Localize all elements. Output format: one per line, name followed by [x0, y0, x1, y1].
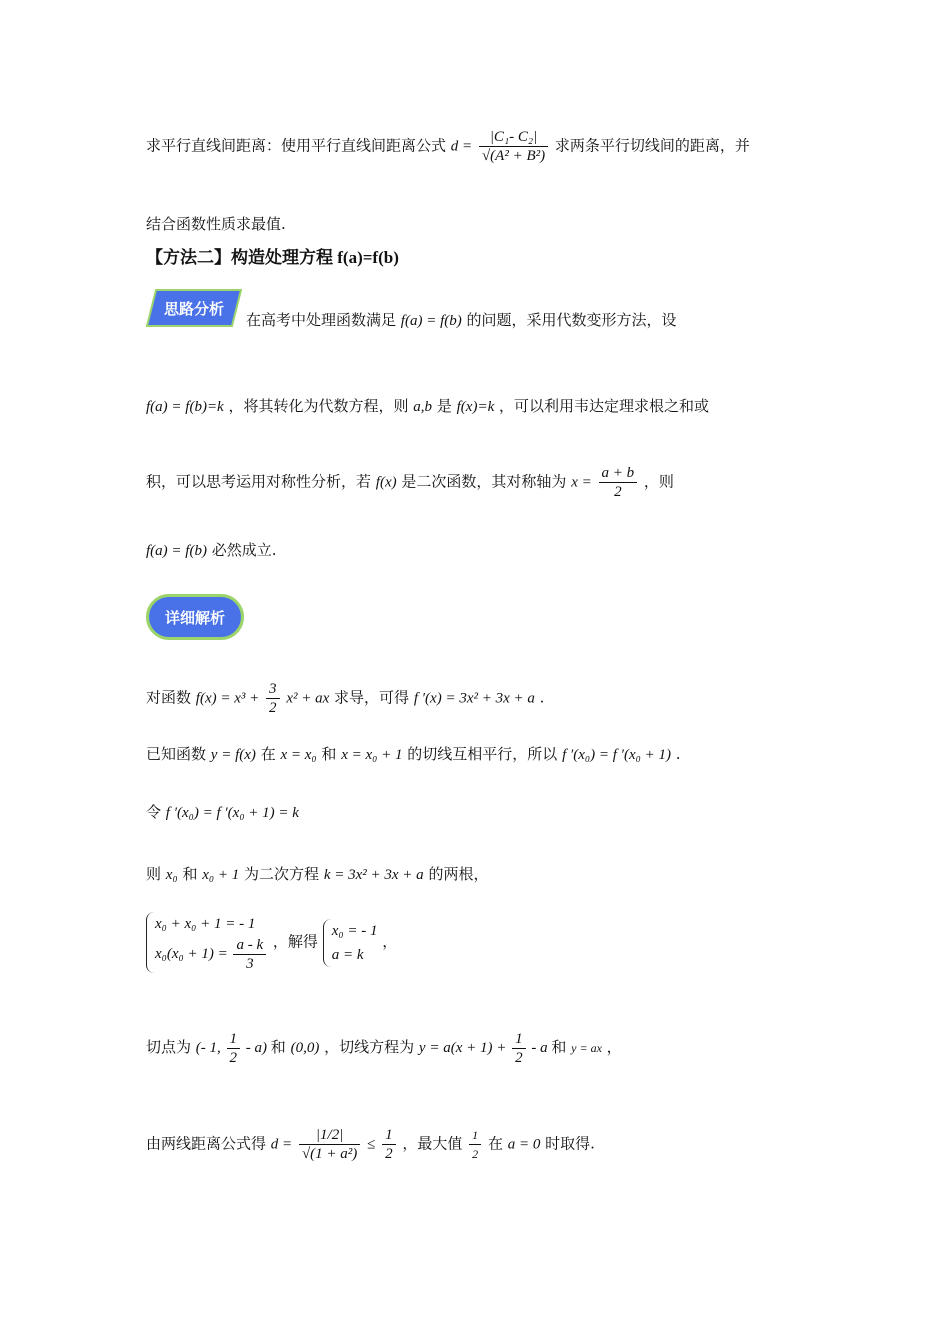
math-fx: f(x) — [375, 474, 397, 491]
text: ， — [606, 1037, 622, 1056]
text: 和 — [182, 865, 198, 883]
system-right — [323, 919, 378, 967]
text: 对函数 — [146, 688, 192, 707]
math-fx-def-rest: x² + ax — [286, 690, 330, 707]
math: (- 1, — [195, 1039, 221, 1056]
math: a = 0 — [507, 1136, 541, 1153]
text: 在 — [487, 1134, 503, 1153]
three-halves-fraction — [266, 680, 280, 717]
math-x-eq: x = — [571, 474, 592, 491]
detail-line4 — [146, 864, 488, 885]
text: 和 — [551, 1037, 567, 1056]
text: 的问题，采用代数变形方法，设 — [466, 311, 677, 329]
analysis-line4 — [146, 540, 277, 561]
numerator: 1 — [382, 1126, 396, 1145]
math: x = x₀ + 1 — [341, 747, 403, 763]
detail-badge — [146, 594, 244, 640]
text: 为二次方程 — [244, 865, 320, 883]
text: 的切线互相平行，所以 — [407, 745, 558, 763]
math: k = 3x² + 3x + a — [323, 867, 424, 883]
ak-over-3-fraction — [233, 936, 266, 973]
denominator: 2 — [229, 1050, 238, 1066]
numerator: |1/2| — [299, 1126, 360, 1145]
text: 和 — [270, 1037, 286, 1056]
text: . — [539, 688, 545, 707]
text: 是二次函数，其对称轴为 — [401, 472, 567, 491]
distance-fraction — [299, 1126, 360, 1163]
math: x₀ — [165, 867, 178, 883]
math: ≤ — [367, 1136, 376, 1153]
para1-text: 求平行直线间距离：使用平行直线间距离公式 — [146, 136, 447, 155]
math: x₀(x₀ + 1) = — [155, 945, 228, 962]
tangent-line-1 — [418, 1031, 551, 1066]
system-row: a = k — [331, 946, 364, 963]
math: - a) — [245, 1039, 268, 1056]
analysis-line2 — [146, 396, 709, 417]
text: ，则 — [643, 472, 674, 491]
system-row: x₀ + x₀ + 1 = - 1 — [155, 916, 256, 932]
text: 则 — [146, 865, 162, 883]
math: y = f(x) — [210, 747, 256, 763]
numerator: 1 — [227, 1030, 241, 1049]
analysis-line1 — [246, 310, 677, 331]
text: 是 — [436, 397, 452, 415]
half-fraction — [512, 1030, 526, 1067]
denominator: 2 — [269, 700, 277, 716]
text: ，可以利用韦达定理求根之和或 — [499, 397, 710, 415]
text: 在高考中处理函数满足 — [246, 311, 397, 329]
text: 令 — [146, 803, 162, 821]
text: ，最大值 — [402, 1134, 463, 1153]
text: 已知函数 — [146, 745, 207, 763]
math-f-eq: f(a) = f(b) — [400, 313, 462, 329]
text: 求导，可得 — [334, 688, 410, 707]
math-derivative: f ′(x) = 3x² + 3x + a — [413, 690, 535, 707]
detail-line3 — [146, 802, 299, 823]
system-row — [155, 936, 268, 973]
half-fraction — [227, 1030, 241, 1067]
text: 和 — [321, 745, 337, 763]
formula-numerator: |C₁- C₂| — [479, 128, 548, 147]
detail-line7 — [146, 1126, 595, 1163]
analysis-badge-label: 思路分析 — [163, 299, 224, 318]
math: x₀ + 1 — [202, 867, 240, 883]
numerator: a + b — [599, 464, 638, 483]
analysis-line3 — [146, 464, 674, 501]
symmetry-axis-fraction — [599, 464, 638, 501]
math-f-eq: f(a) = f(b) — [146, 543, 207, 559]
text: 在 — [260, 745, 276, 763]
math-fx-def: f(x) = x³ + — [195, 690, 260, 707]
detail-line6 — [146, 1030, 622, 1067]
math: y = a(x + 1) + — [418, 1039, 507, 1056]
equation-systems — [146, 912, 397, 973]
detail-line2 — [146, 744, 681, 765]
system-left — [146, 912, 268, 973]
distance-formula-fraction — [479, 128, 548, 165]
numerator: a - k — [233, 936, 266, 955]
text: 由两线距离公式得 — [146, 1134, 267, 1153]
denominator: 3 — [246, 956, 254, 972]
text: . — [675, 745, 681, 763]
numerator: 1 — [512, 1030, 526, 1049]
section-heading: 【方法二】构造处理方程 f(a)=f(b) — [146, 248, 399, 267]
math-ab: a,b — [413, 399, 433, 415]
formula-lhs: d = — [450, 138, 473, 155]
math: f ′(x₀) = f ′(x₀ + 1) — [562, 747, 671, 763]
math: d = — [270, 1136, 293, 1153]
tangent-point-1 — [195, 1031, 271, 1066]
formula-denominator: √(A² + B²) — [481, 148, 546, 164]
denominator: √(1 + a²) — [301, 1146, 358, 1162]
detail-badge-label: 详细解析 — [164, 608, 225, 627]
tangent-line-2: y = ax — [571, 1040, 602, 1055]
tangent-point-2: (0,0) — [290, 1039, 320, 1056]
text: 切点为 — [146, 1037, 192, 1056]
system-row: x₀ = - 1 — [331, 922, 378, 939]
text: ，切线方程为 — [324, 1037, 415, 1056]
text: ，将其转化为代数方程，则 — [228, 397, 409, 415]
math-fx-k: f(x)=k — [456, 399, 495, 415]
math: - a — [531, 1039, 548, 1056]
para1-line2: 结合函数性质求最值. — [146, 215, 286, 233]
numerator: 3 — [266, 680, 280, 699]
math: f ′(x₀) = f ′(x₀ + 1) = k — [165, 805, 299, 821]
text: ，解得 — [272, 932, 318, 951]
denominator: 2 — [472, 1147, 479, 1161]
math: x = x₀ — [280, 747, 317, 763]
text: ， — [382, 932, 398, 951]
denominator: 2 — [385, 1146, 393, 1162]
denominator: 2 — [515, 1050, 523, 1066]
text: 的两根， — [428, 865, 489, 883]
denominator: 2 — [614, 484, 622, 500]
detail-line1 — [146, 680, 544, 717]
text: 时取得. — [545, 1134, 595, 1153]
text: 必然成立. — [211, 541, 277, 559]
math-f-eq-k: f(a) = f(b)=k — [146, 399, 224, 415]
text: 积，可以思考运用对称性分析，若 — [146, 472, 372, 491]
para1-text-after: 求两条平行切线间的距离，并 — [554, 136, 750, 155]
analysis-badge — [146, 288, 242, 328]
numerator: 1 — [469, 1126, 481, 1145]
max-value-fraction — [469, 1126, 481, 1163]
half-fraction — [382, 1126, 396, 1163]
para1-line1 — [146, 128, 750, 165]
